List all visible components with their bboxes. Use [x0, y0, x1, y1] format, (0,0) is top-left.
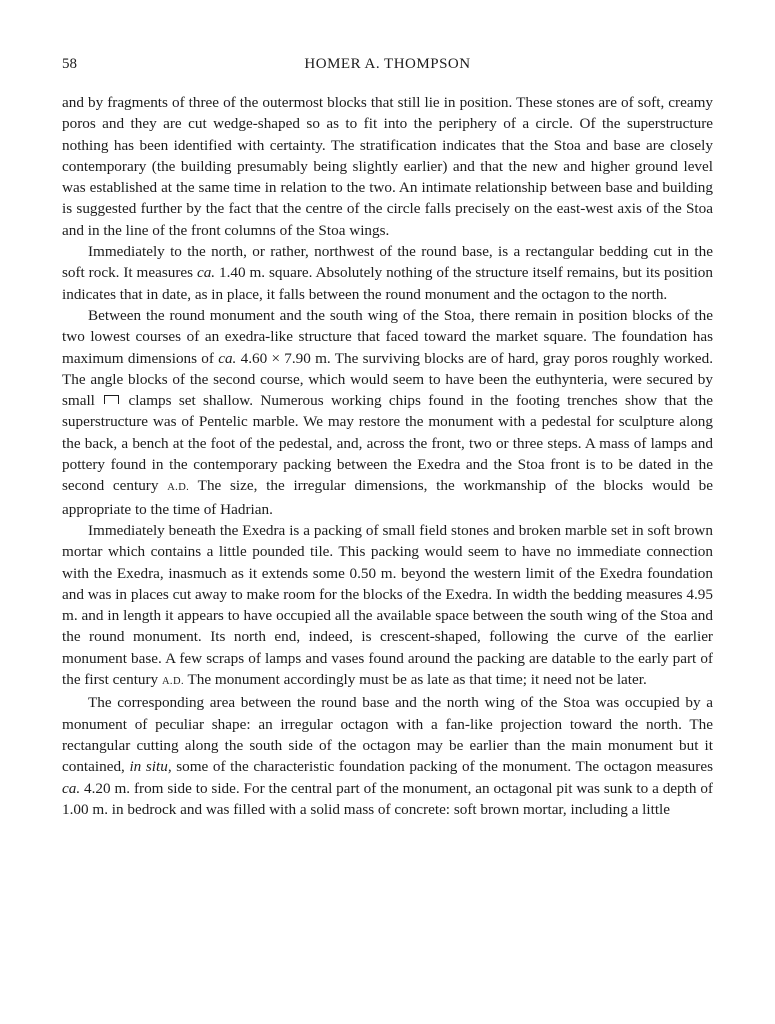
paragraph-3: Between the round monument and the south wing of the Stoa, there remain in position blocks of the two lowest courses of an exedra-like structure that faced toward the market square. The foundation has maximum dimensions of ca. 4.60 × 7.90 m. The surviving blocks are of hard, gray poros roughly worked. The angle blocks of the second course, which would seem to have been the euthynteria, were secured by small clamps set shallow. Numerous working chips found in the footing trenches show that the superstructure was of Pentelic marble. We may restore the monument with a pedestal for sculpture along the back, a bench at the foot of the pedestal, and, across the front, two or three steps. A mass of lamps and pottery found in the contemporary packing between the Exedra and the Stoa front is to be dated in the second century A.D. The size, the irregular dimensions, the workmanship of the blocks would be appropriate to the time of Hadrian.: [62, 306, 714, 518]
paragraph-5: The corresponding area between the round base and the north wing of the Stoa was occupied by a monument of peculiar shape: an irregular octagon with a fan-like projection toward the north. The rectangular cutting along the south side of the octagon may be earlier than the main monument but it contained, in situ, some of the characteristic foundation packing of the monument. The octagon measures ca. 4.20 m. from side to side. For the central part of the monument, an octagonal pit was sunk to a depth of 1.00 m. in bedrock and was filled with a solid mass of concrete: soft brown mortar, including a little: [62, 694, 713, 818]
paragraph-4: Immediately beneath the Exedra is a packing of small field stones and broken marble set in soft brown mortar which contains a little pounded tile. This packing would seem to have no immediate connection with the Exedra, inasmuch as it extends some 0.50 m. beyond the western limit of the Exedra foundation and was in places cut away to make room for the blocks of the Exedra. In width the bedding measures 4.95 m. and in length it appears to have occupied all the available space between the south wing of the Stoa and the round monument. Its north end, indeed, is crescent-shaped, following the curve of the earlier monument base. A few scraps of lamps and vases found around the packing are datable to the early part of the first century A.D. The monument accordingly must be as late as that time; it need not be later.: [62, 521, 713, 689]
body-text: [62, 92, 713, 820]
page-number: 58: [62, 56, 77, 72]
clamp-icon: [104, 395, 119, 404]
running-title: HOMER A. THOMPSON: [304, 56, 471, 72]
paragraph-1: and by fragments of three of the outermost blocks that still lie in position. These stones are of soft, creamy poros and they are cut wedge-shaped so as to fit into the periphery of a circle. Of the superstructure nothing has been identified with certainty. The stratification indicates that the Stoa and base are closely contemporary (the building presumably being slightly earlier) and that the new and higher ground level was established at the same time in relation to the two. An intimate relationship between base and building is suggested further by the fact that the centre of the circle falls precisely on the east-west axis of the Stoa and in the line of the front columns of the Stoa wings.: [62, 94, 713, 239]
paragraph-2: Immediately to the north, or rather, northwest of the round base, is a rectangular bedding cut in the soft rock. It measures ca. 1.40 m. square. Absolutely nothing of the structure itself remains, but its position indicates that in date, as in place, it falls between the round monument and the octagon to the north.: [62, 243, 713, 303]
page-header: [62, 56, 713, 78]
